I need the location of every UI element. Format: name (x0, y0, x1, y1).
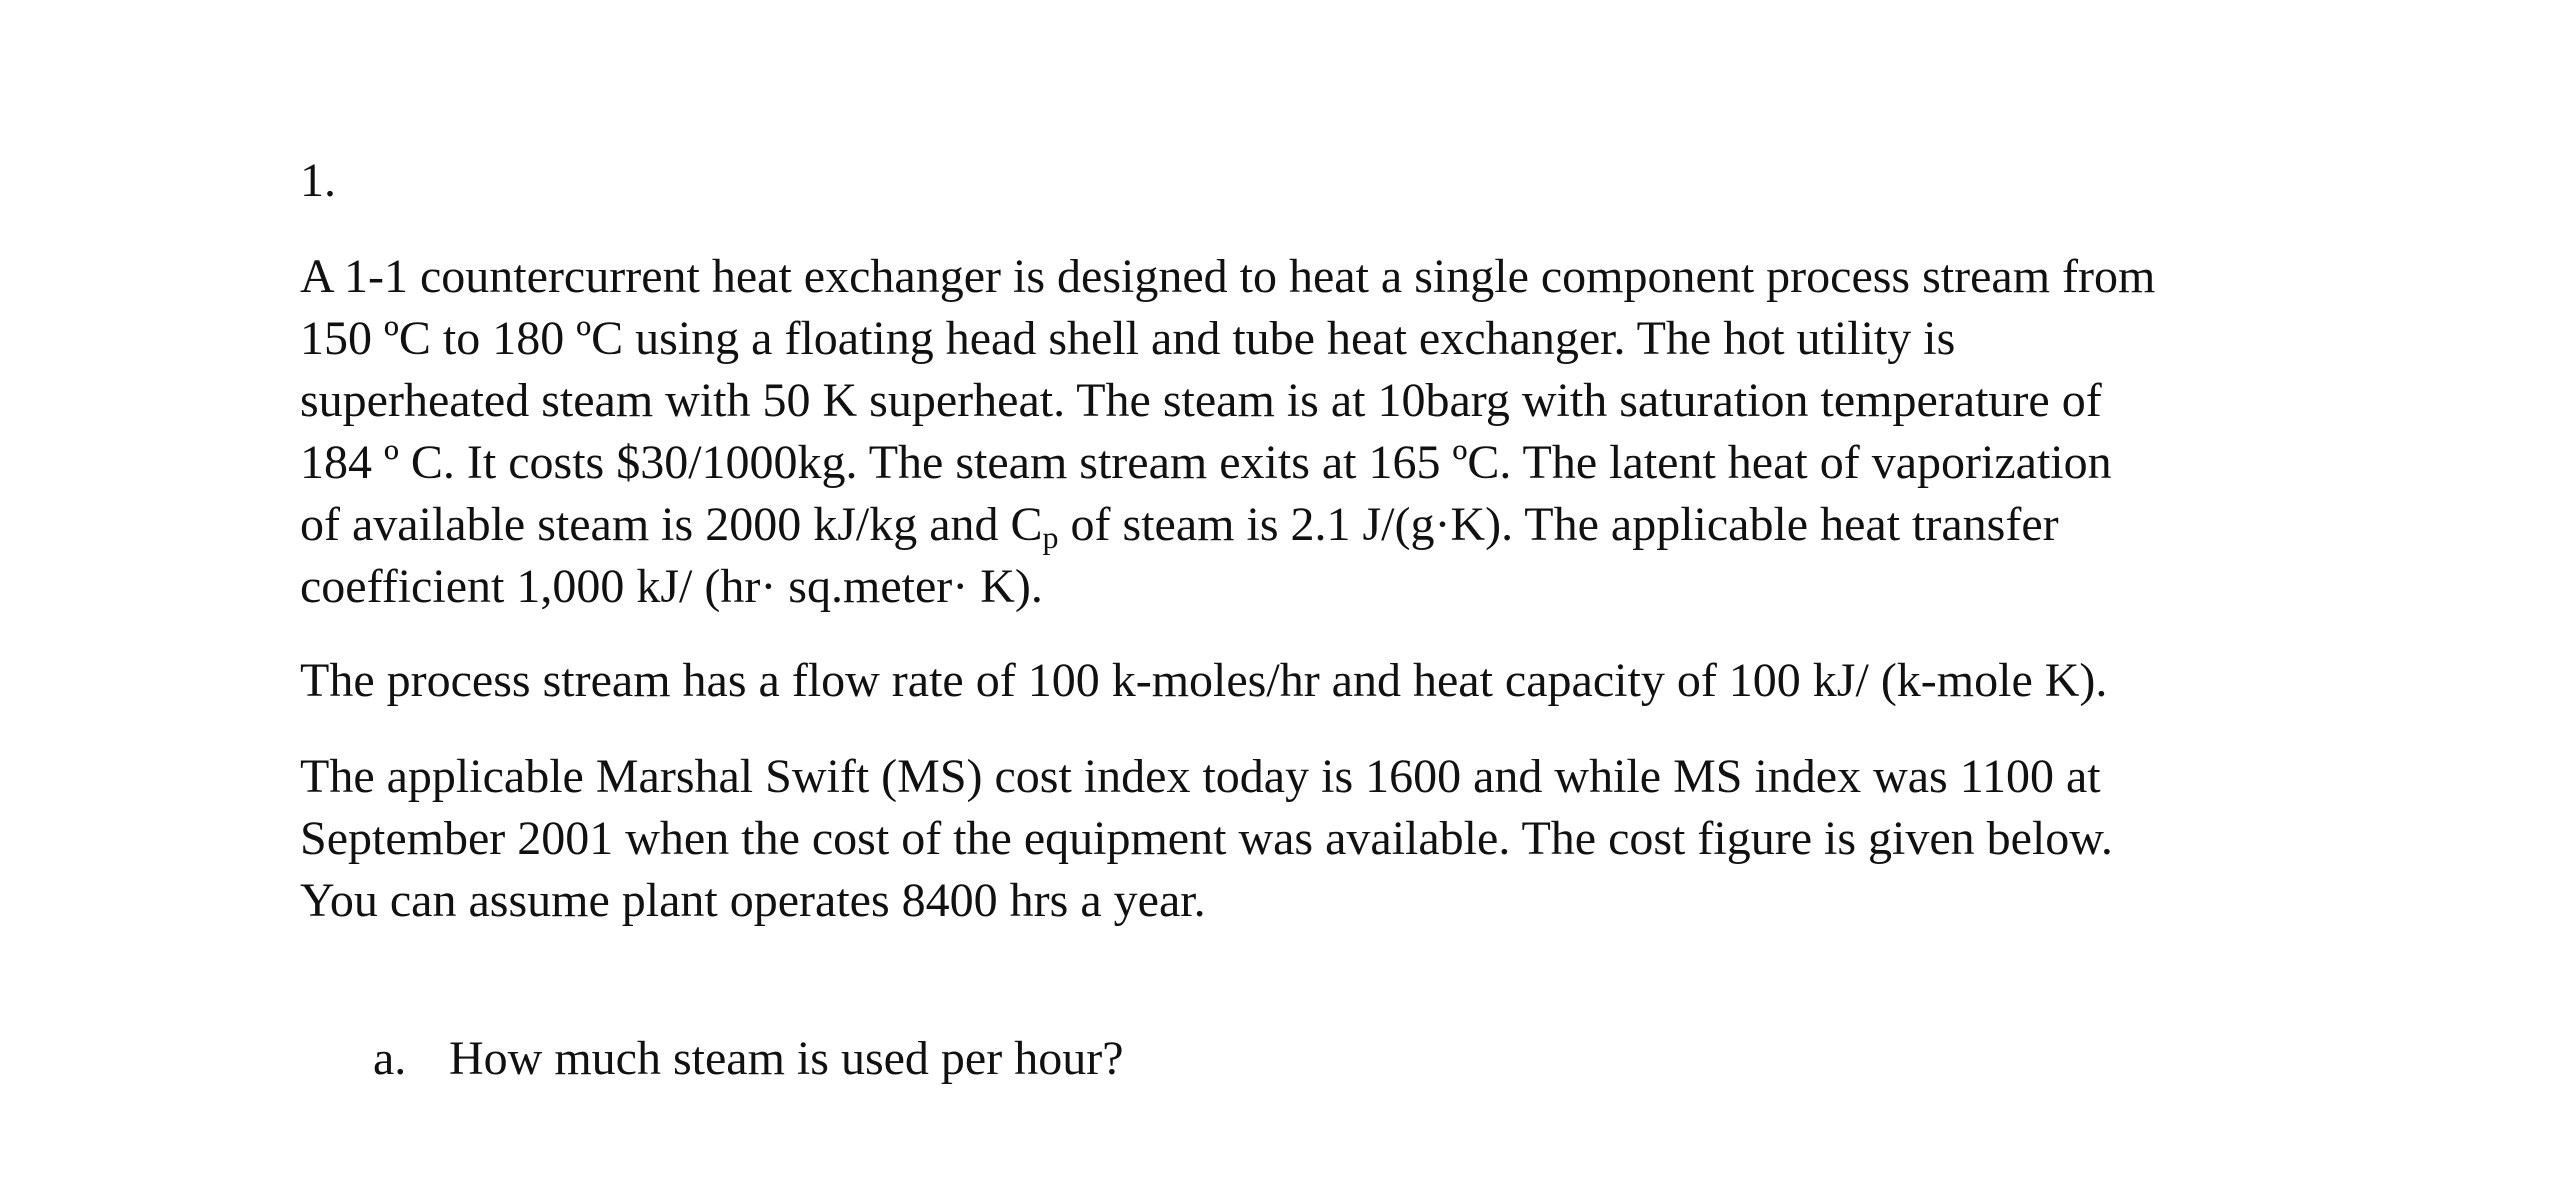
problem-number: 1. (300, 154, 336, 207)
paragraph-line: coefficient 1,000 kJ/ (hr· sq.meter· K). (300, 560, 1043, 613)
paragraph-line: The process stream has a flow rate of 100 k-moles/hr and heat capacity of 100 kJ/ (k-mole K). (300, 654, 2108, 707)
question-text: How much steam is used per hour? (449, 1032, 1124, 1085)
paragraph-line: You can assume plant operates 8400 hrs a year. (300, 874, 1206, 927)
paragraph-line: 184 º C. It costs $30/1000kg. The steam stream exits at 165 ºC. The latent heat of vaporization (300, 436, 2112, 489)
problem-statement-paragraph (300, 246, 2300, 618)
paragraph-line: The applicable Marshal Swift (MS) cost index today is 1600 and while MS index was 1100 at (300, 750, 2101, 803)
paragraph-line-cp: of available steam is 2000 kJ/kg and $C_p$ of steam is 2.1 J/(g·K). The applicable heat transfer (300, 498, 2059, 555)
cost-index-paragraph (300, 746, 2300, 932)
paragraph-line: superheated steam with 50 K superheat. The steam is at 10barg with saturation temperature of (300, 374, 2102, 427)
cp-subscript: p (1042, 519, 1059, 555)
paragraph-line: September 2001 when the cost of the equipment was available. The cost figure is given below. (300, 812, 2113, 865)
paragraph-line: A 1-1 countercurrent heat exchanger is designed to heat a single component process stream from (300, 250, 2156, 303)
question-marker: a. (373, 1032, 407, 1085)
process-stream-paragraph (300, 650, 2300, 712)
question-a (373, 1028, 1124, 1090)
paragraph-line: 150 ºC to 180 ºC using a floating head shell and tube heat exchanger. The hot utility is (300, 312, 1956, 365)
